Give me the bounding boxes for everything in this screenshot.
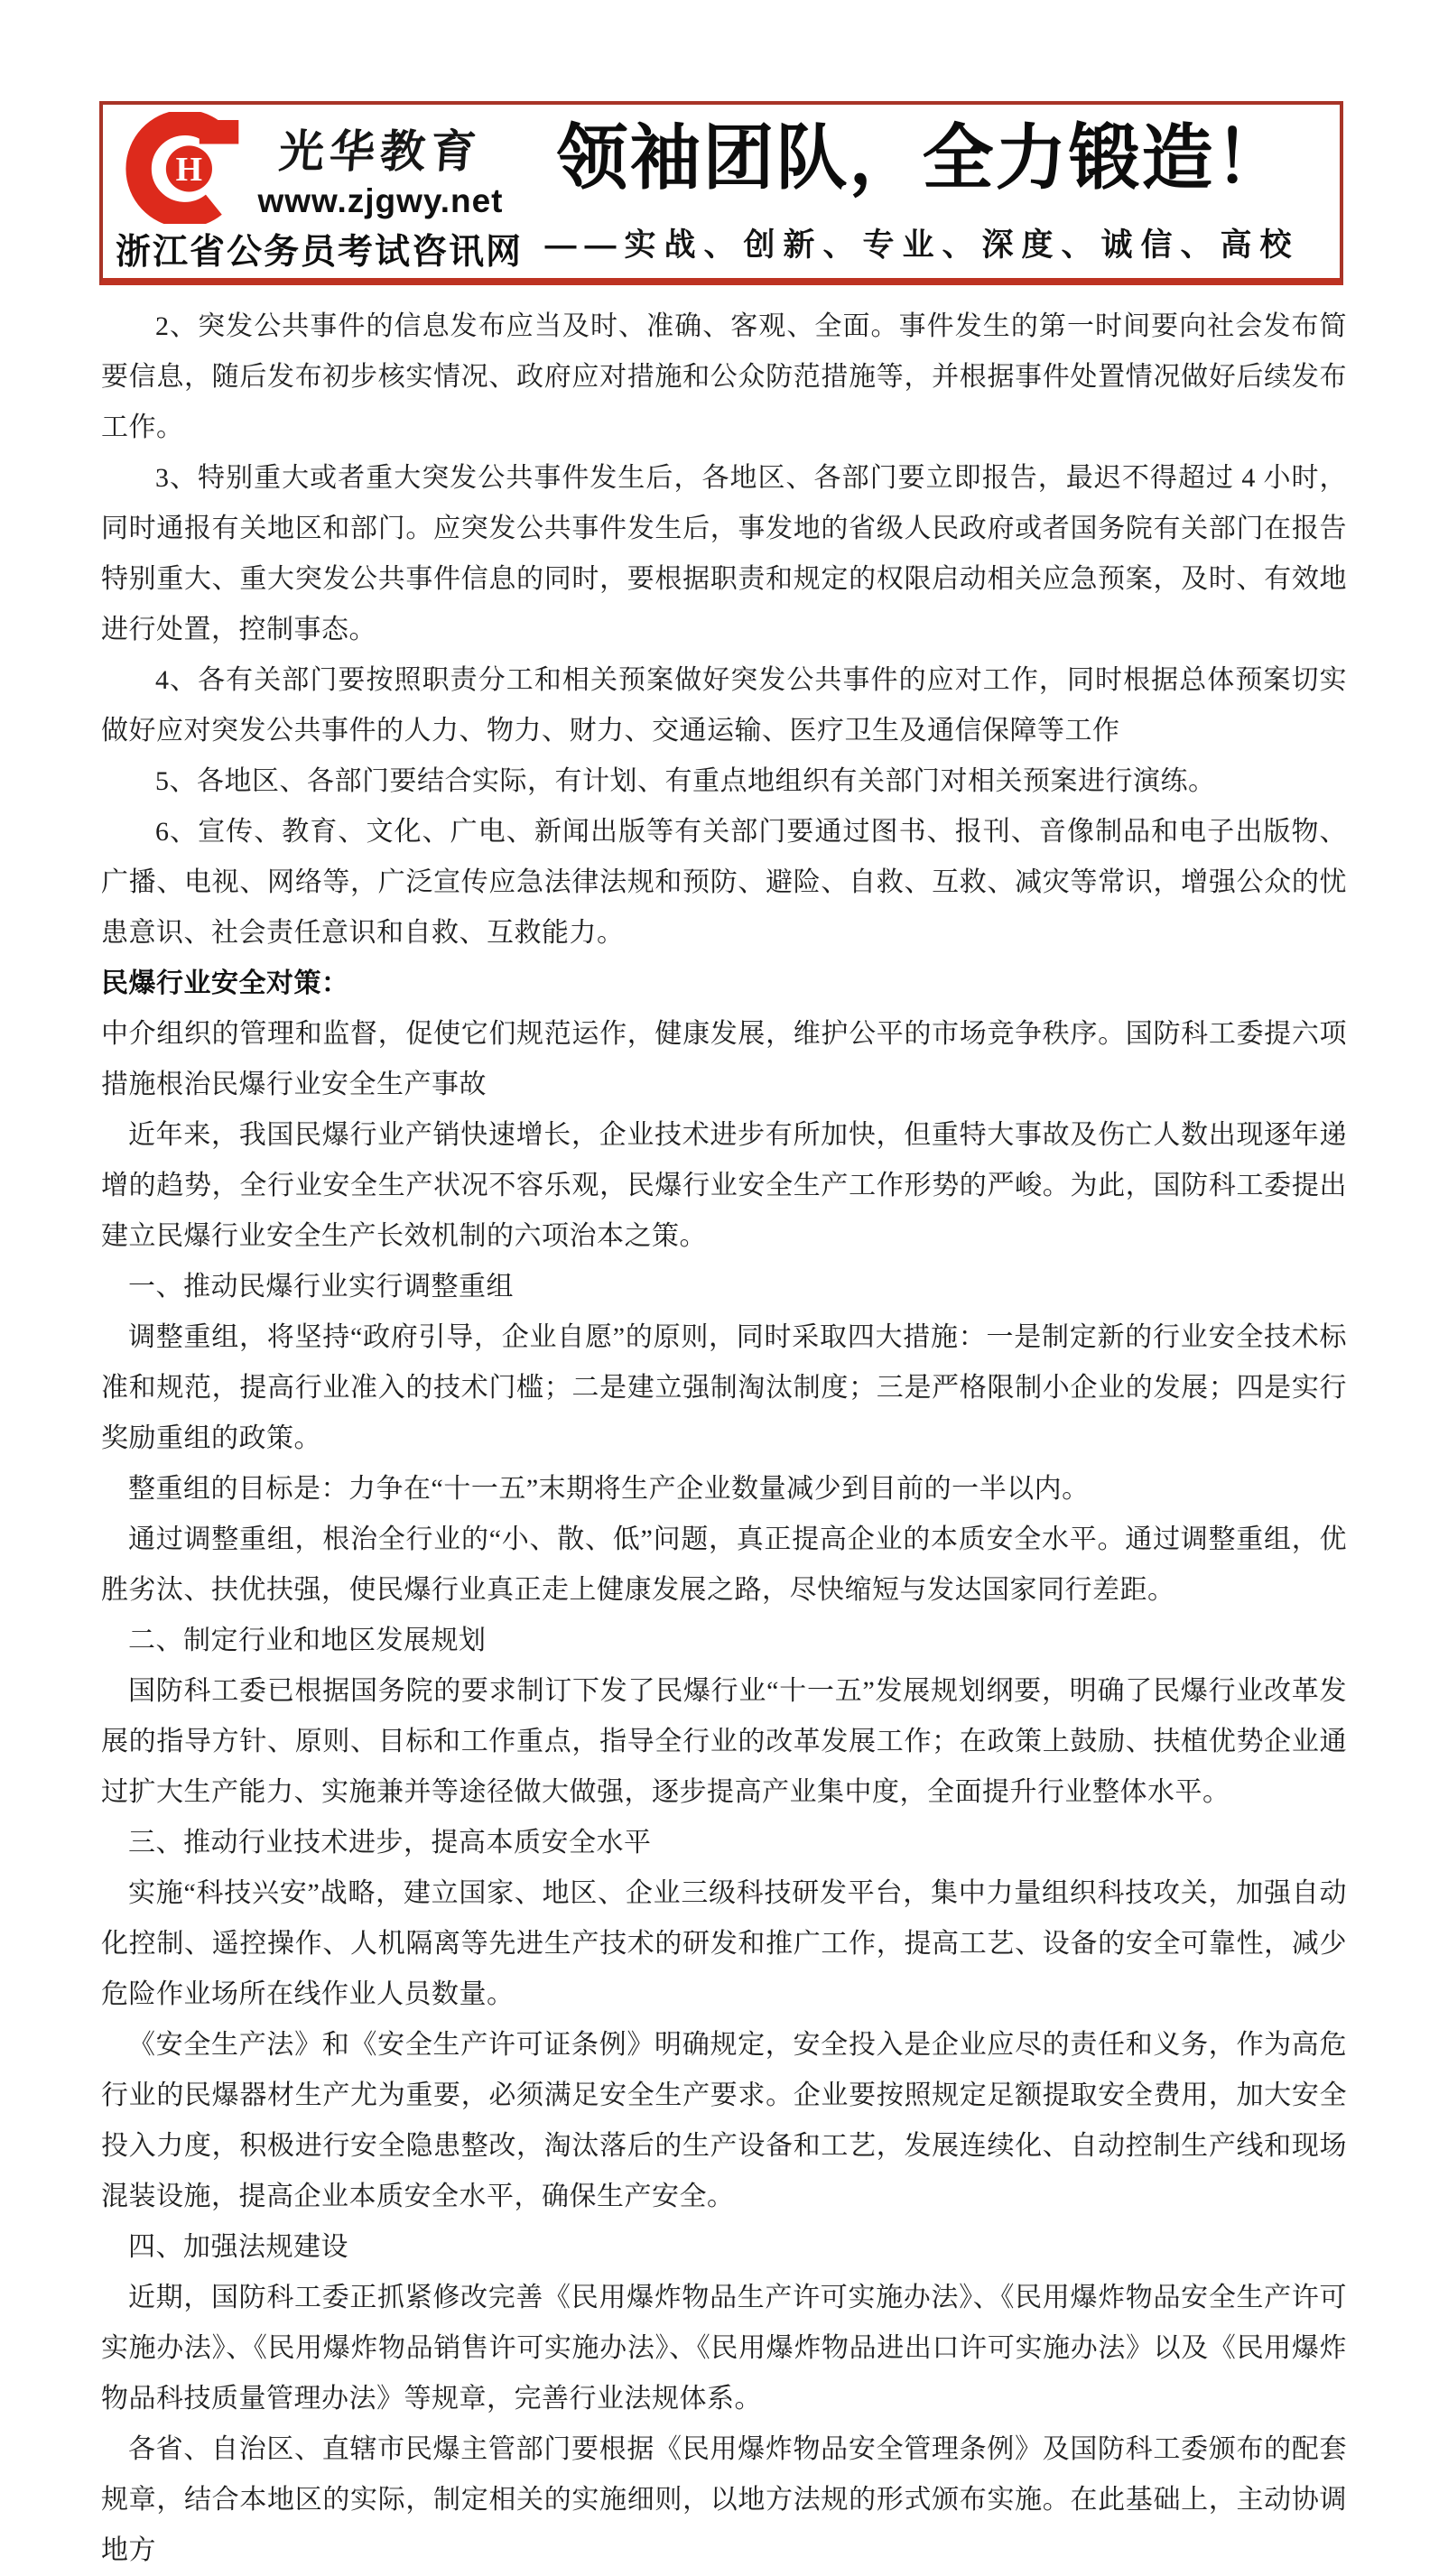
website-url: www.zjgwy.net bbox=[257, 182, 504, 219]
paragraph: 5、各地区、各部门要结合实际，有计划、有重点地组织有关部门对相关预案进行演练。 bbox=[155, 766, 1216, 796]
paragraph: 中介组织的管理和监督，促使它们规范运作，健康发展，维护公平的市场竞争秩序。国防科工委提六项措施根治民爆行业安全生产事故 bbox=[101, 1019, 1347, 1099]
site-name: 浙江省公务员考试咨讯网 bbox=[116, 233, 524, 272]
paragraph: 各省、自治区、直辖市民爆主管部门要根据《民用爆炸物品安全管理条例》及国防科工委颁布的配套规章，结合本地区的实际，制定相关的实施细则，以地方法规的形式颁布实施。在此基础上，主动协调地方 bbox=[101, 2434, 1347, 2565]
paragraph: 国防科工委已根据国务院的要求制订下发了民爆行业“十一五”发展规划纲要，明确了民爆行业改革发展的指导方针、原则、目标和工作重点，指导全行业的改革发展工作；在政策上鼓励、扶植优势企业通过扩大生产能力、实施兼并等途径做大做强，逐步提高产业集中度，全面提升行业整体水平。 bbox=[101, 1676, 1347, 1807]
paragraph: 近期，国防科工委正抓紧修改完善《民用爆炸物品生产许可实施办法》、《民用爆炸物品安全生产许可实施办法》、《民用爆炸物品销售许可实施办法》、《民用爆炸物品进出口许可实施办法》以及《民用爆炸物品科技质量管理办法》等规章，完善行业法规体系。 bbox=[101, 2283, 1347, 2414]
banner-slogan-block bbox=[517, 112, 1327, 273]
slogan-sub: ——实战、创新、专业、深度、诚信、高校 bbox=[544, 227, 1300, 264]
slogan-main: 领袖团队，全力锻造！ bbox=[556, 116, 1288, 198]
paragraph: 整重组的目标是：力争在“十一五”末期将生产企业数量减少到目前的一半以内。 bbox=[128, 1474, 1090, 1504]
guanghua-logo-icon bbox=[116, 112, 244, 224]
logo-monogram: H bbox=[175, 151, 203, 190]
paragraph: 四、加强法规建设 bbox=[128, 2232, 348, 2262]
paragraph: 调整重组，将坚持“政府引导，企业自愿”的原则，同时采取四大措施：一是制定新的行业安全技术标准和规范，提高行业准入的技术门槛；二是建立强制淘汰制度；三是严格限制小企业的发展；四是实行奖励重组的政策。 bbox=[101, 1322, 1347, 1453]
paragraph: 6、宣传、教育、文化、广电、新闻出版等有关部门要通过图书、报刊、音像制品和电子出版物、广播、电视、网络等，广泛宣传应急法律法规和预防、避险、自救、互救、减灾等常识，增强公众的忧患意识、社会责任意识和自救、互救能力。 bbox=[101, 817, 1347, 948]
paragraph: 《安全生产法》和《安全生产许可证条例》明确规定，安全投入是企业应尽的责任和义务，作为高危行业的民爆器材生产尤为重要，必须满足安全生产要求。企业要按照规定足额提取安全费用，加大安全投入力度，积极进行安全隐患整改，淘汰落后的生产设备和工艺，发展连续化、自动控制生产线和现场混装设施，提高企业本质安全水平，确保生产安全。 bbox=[101, 2030, 1347, 2211]
paragraph: 实施“科技兴安”战略，建立国家、地区、企业三级科技研发平台，集中力量组织科技攻关，加强自动化控制、遥控操作、人机隔离等先进生产技术的研发和推广工作，提高工艺、设备的安全可靠性，减少危险作业场所在线作业人员数量。 bbox=[101, 1878, 1347, 2009]
header-banner bbox=[99, 101, 1343, 285]
paragraph: 3、特别重大或者重大突发公共事件发生后，各地区、各部门要立即报告，最迟不得超过 4 小时，同时通报有关地区和部门。应突发公共事件发生后，事发地的省级人民政府或者国务院有关部门在报告特别重大、重大突发公共事件信息的同时，要根据职责和规定的权限启动相关应急预案，及时、有效地进行处置，控制事态。 bbox=[101, 463, 1347, 644]
paragraph: 三、推动行业技术进步，提高本质安全水平 bbox=[128, 1828, 652, 1858]
paragraph: 通过调整重组，根治全行业的“小、散、低”问题，真正提高企业的本质安全水平。通过调整重组，优胜劣汰、扶优扶强，使民爆行业真正走上健康发展之路，尽快缩短与发达国家同行差距。 bbox=[101, 1524, 1347, 1605]
document-body bbox=[101, 301, 1347, 2576]
paragraph: 2、突发公共事件的信息发布应当及时、准确、客观、全面。事件发生的第一时间要向社会发布简要信息，随后发布初步核实情况、政府应对措施和公众防范措施等，并根据事件处置情况做好后续发布工作。 bbox=[101, 311, 1347, 442]
section-heading: 民爆行业安全对策： bbox=[101, 968, 349, 998]
paragraph: 4、各有关部门要按照职责分工和相关预案做好突发公共事件的应对工作，同时根据总体预案切实做好应对突发公共事件的人力、物力、财力、交通运输、医疗卫生及通信保障等工作 bbox=[101, 665, 1347, 746]
paragraph: 近年来，我国民爆行业产销快速增长，企业技术进步有所加快，但重特大事故及伤亡人数出现逐年递增的趋势，全行业安全生产状况不容乐观，民爆行业安全生产工作形势的严峻。为此，国防科工委提出建立民爆行业安全生产长效机制的六项治本之策。 bbox=[101, 1120, 1347, 1251]
brand-name: 光华教育 bbox=[277, 126, 484, 177]
paragraph: 二、制定行业和地区发展规划 bbox=[128, 1626, 487, 1655]
banner-left-block bbox=[116, 112, 524, 273]
paragraph: 一、推动民爆行业实行调整重组 bbox=[128, 1272, 514, 1302]
